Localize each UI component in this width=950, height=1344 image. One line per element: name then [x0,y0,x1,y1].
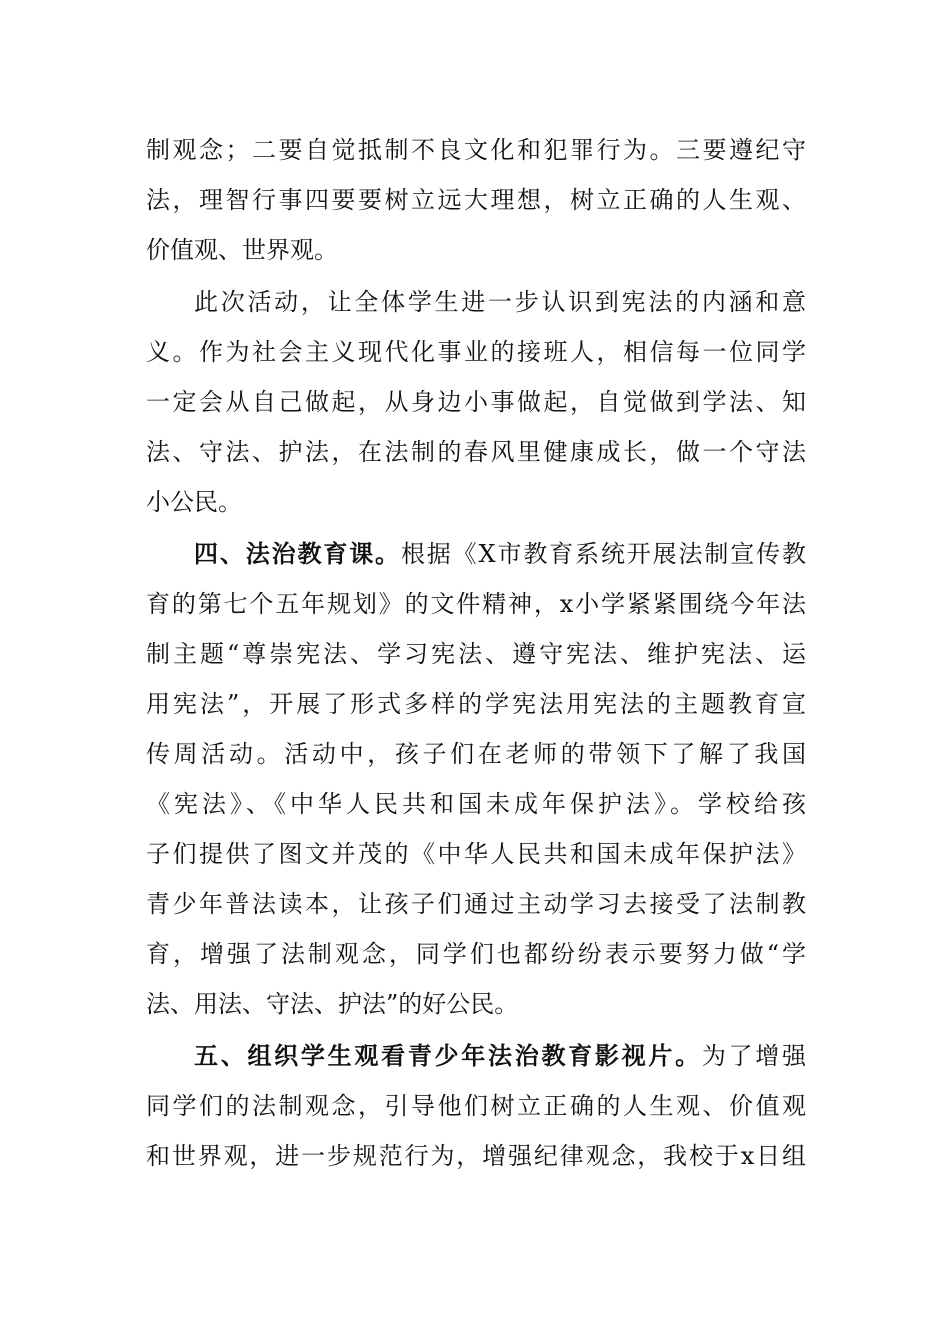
paragraph-1-line-1: 制观念；二要自觉抵制不良文化和犯罪行为。三要遵纪守 [146,136,806,164]
paragraph-3-line-6: 《宪法》、《中华人民共和国未成年保护法》。学校给孩 [146,790,806,818]
paragraph-3-line-7: 子们提供了图文并茂的《中华人民共和国未成年保护法》 [146,840,806,868]
section-4-first-line-text: 根据《X市教育系统开展法制宣传教 [400,540,806,568]
paragraph-1-line-2: 法，理智行事四要要树立远大理想，树立正确的人生观、 [146,186,806,214]
paragraph-3-line-10: 法、用法、守法、护法”的好公民。 [146,990,519,1018]
paragraph-2-line-4: 法、守法、护法，在法制的春风里健康成长，做一个守法 [146,438,806,466]
paragraph-3-line-1 [194,534,806,574]
section-4-heading: 四、法治教育课。 [194,539,401,568]
paragraph-3-line-9: 育，增强了法制观念，同学们也都纷纷表示要努力做“学 [146,940,806,968]
paragraph-4-line-1 [194,1036,806,1076]
paragraph-3-line-3: 制主题“尊崇宪法、学习宪法、遵守宪法、维护宪法、运 [146,640,806,668]
paragraph-2-line-1: 此次活动，让全体学生进一步认识到宪法的内涵和意 [194,288,806,316]
paragraph-2-line-3: 一定会从自己做起，从身边小事做起，自觉做到学法、知 [146,388,806,416]
paragraph-2-line-5: 小公民。 [146,488,242,516]
paragraph-3-line-5: 传周活动。活动中，孩子们在老师的带领下了解了我国 [146,740,806,768]
section-5-heading: 五、组织学生观看青少年法治教育影视片。 [194,1041,702,1070]
paragraph-4-line-3: 和世界观，进一步规范行为，增强纪律观念，我校于x日组 [146,1142,806,1170]
paragraph-2-line-2: 义。作为社会主义现代化事业的接班人，相信每一位同学 [146,338,806,366]
section-5-first-line-text: 为了增强 [701,1042,806,1070]
paragraph-3-line-2: 育的第七个五年规划》的文件精神，x小学紧紧围绕今年法 [146,590,806,618]
paragraph-3-line-8: 青少年普法读本，让孩子们通过主动学习去接受了法制教 [146,890,806,918]
paragraph-3-line-4: 用宪法”，开展了形式多样的学宪法用宪法的主题教育宣 [146,690,806,718]
paragraph-1-line-3: 价值观、世界观。 [146,236,338,264]
paragraph-4-line-2: 同学们的法制观念，引导他们树立正确的人生观、价值观 [146,1092,806,1120]
